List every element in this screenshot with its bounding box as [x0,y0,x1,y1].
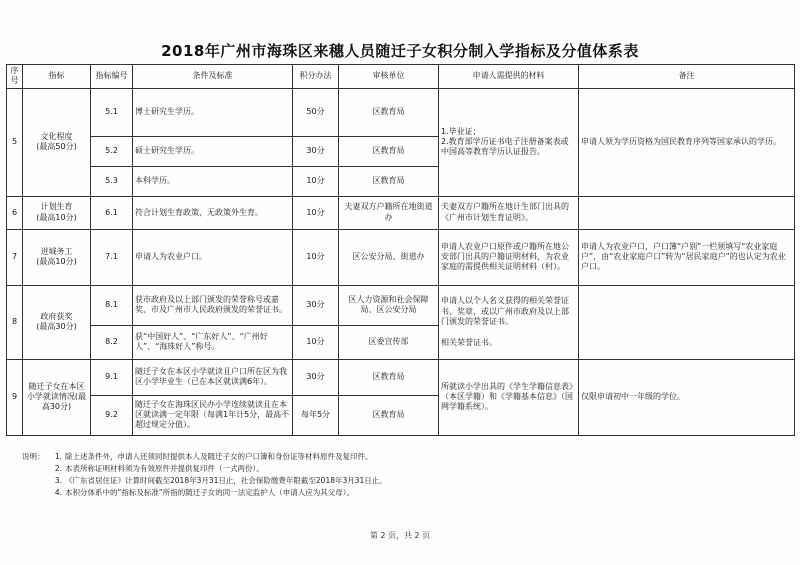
condition-text: 符合计划生育政策，无政策外生育。 [133,196,293,229]
review-unit: 区人力资源和社会保障局、区公安分局 [339,285,439,325]
indicator-code: 8.1 [91,285,133,325]
remark-text [579,196,795,229]
score-text: 30分 [293,136,339,166]
score-text: 10分 [293,229,339,285]
note-number: 4. [54,488,62,497]
materials-text: 1.毕业证； 2.教育部学历证书电子注册备案表或中国高等教育学历认证报告。 [439,88,579,196]
review-unit: 夫妻双方户籍所在地街道办 [339,196,439,229]
remark-text: 申请人须为学历资格为国民教育序列等国家承认的学历。 [579,88,795,196]
header-cell: 条件及标准 [133,65,293,89]
table-header-row [7,65,795,89]
review-unit: 区教育局 [339,359,439,395]
indicator-name: 计划生育 (最高10分) [23,196,91,229]
note-text: 本表所称证明材料须为有效原件并提供复印件（一式两份）。 [65,464,264,473]
note-text: 除上述条件外，申请人还须同时提供本人及随迁子女的户口簿和身份证等材料原件及复印件。 [65,452,373,461]
indicator-code: 7.1 [91,229,133,285]
materials-text: 申请人以个人名义获得的相关荣誉证书、奖章，或以广州市政府及以上部门颁发的荣誉证书。 相关荣誉证书。 [439,285,579,359]
note-number: 3. [54,476,62,485]
notes-label: 说明： [22,452,45,461]
page-title: 2018年广州市海珠区来穗人员随迁子女积分制入学指标及分值体系表 [161,42,639,60]
note-number: 2. [54,464,62,473]
indicator-name: 政府获奖 (最高30分) [23,285,91,359]
condition-text: 硕士研究生学历。 [133,136,293,166]
indicator-name: 随迁子女在本区小学就读情况(最高30分) [23,359,91,435]
note-line [22,451,782,463]
indicator-code: 9.1 [91,359,133,395]
review-unit: 区委宣传部 [339,325,439,359]
row-number: 5 [7,88,23,196]
header-cell: 指标编号 [91,65,133,89]
indicator-code: 9.2 [91,395,133,435]
indicator-name: 文化程度 (最高50分) [23,88,91,196]
indicator-code: 8.2 [91,325,133,359]
score-text: 每年5分 [293,395,339,435]
score-text: 10分 [293,196,339,229]
score-text: 50分 [293,88,339,136]
review-unit: 区教育局 [339,166,439,196]
notes-section [22,451,782,499]
condition-text: 随迁子女在海珠区民办小学连续就读且在本区就读满一定年限（每满1年计5分，最高不超过规定分值）。 [133,395,293,435]
condition-text: 博士研究生学历。 [133,88,293,136]
table-row [7,196,795,229]
review-unit: 区教育局 [339,395,439,435]
table-row [7,88,795,136]
condition-text: 获市政府及以上部门颁发的荣誉称号或嘉奖、市及广州市人民政府颁发的荣誉证书。 [133,285,293,325]
score-text: 30分 [293,285,339,325]
table-row [7,229,795,285]
score-text: 30分 [293,359,339,395]
indicator-name: 进城务工 (最高10分) [23,229,91,285]
remark-text [579,285,795,359]
page-number: 第 2 页，共 2 页 [369,531,431,540]
review-unit: 区教育局 [339,136,439,166]
header-cell: 备注 [579,65,795,89]
criteria-table [6,64,795,436]
indicator-code: 5.1 [91,88,133,136]
table-row [7,359,795,395]
note-line [22,463,782,475]
indicator-code: 5.3 [91,166,133,196]
review-unit: 区教育局 [339,88,439,136]
condition-text: 申请人为农业户口。 [133,229,293,285]
header-cell: 积分办法 [293,65,339,89]
row-number: 8 [7,285,23,359]
remark-text: 申请人为农业户口，户口簿“户别”一栏须填写“农业家庭户”，由“农业家庭户口”转为“居民家庭户”的也认定为农业户口。 [579,229,795,285]
row-number: 9 [7,359,23,435]
materials-text: 夫妻双方户籍所在地计生部门出具的《广州市计划生育证明》。 [439,196,579,229]
materials-text: 申请人农业户口原件或户籍所在地公安部门出具的户籍证明材料，为农业家庭的需提供相关证明材料（村）。 [439,229,579,285]
note-number: 1. [54,452,62,461]
note-text: 《广东省居住证》计算时间截至2018年3月31日止，社会保险缴费年限截至2018年3月31日止。 [65,476,387,485]
indicator-code: 5.2 [91,136,133,166]
header-cell: 申请人需提供的材料 [439,65,579,89]
review-unit: 区公安分局、街道办 [339,229,439,285]
note-line [22,475,782,487]
condition-text: 随迁子女在本区小学就读且户口所在区为我区小学毕业生（已在本区就读满6年）。 [133,359,293,395]
header-cell: 序号 [7,65,23,89]
note-text: 本积分体系中的“指标及标准”所指的随迁子女的同一法定监护人（申请人应为其父母）。 [65,488,355,497]
note-line [22,487,782,499]
header-cell: 指标 [23,65,91,89]
indicator-code: 6.1 [91,196,133,229]
materials-text: 所就读小学出具的《学生学籍信息表》（本区学籍）和《学籍基本信息》（国网学籍系统）。 [439,359,579,435]
score-text: 10分 [293,166,339,196]
score-text: 10分 [293,325,339,359]
condition-text: 获“中国好人”、“广东好人”、“广州好人”、“海珠好人”称号。 [133,325,293,359]
table-row [7,285,795,325]
row-number: 7 [7,229,23,285]
condition-text: 本科学历。 [133,166,293,196]
remark-text: 仅限申请初中一年级的学位。 [579,359,795,435]
row-number: 6 [7,196,23,229]
header-cell: 审核单位 [339,65,439,89]
